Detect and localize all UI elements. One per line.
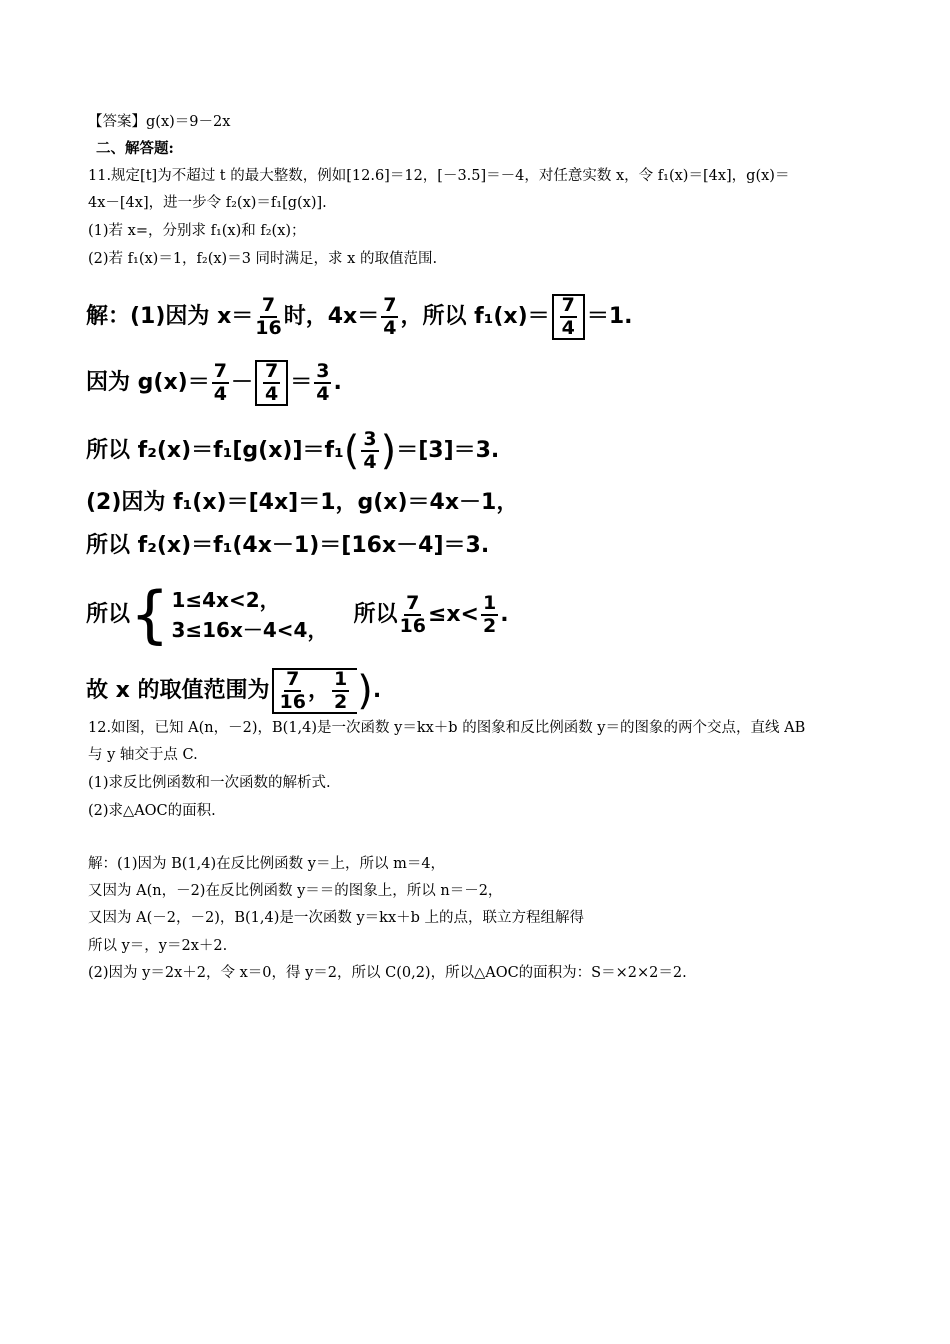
- interval-bracket: [272, 668, 356, 714]
- denominator: 2: [483, 615, 497, 637]
- numerator: 3: [316, 360, 330, 382]
- q12-part2: (2)求△AOC的面积.: [88, 803, 216, 819]
- sol12-line4: 所以 y＝，y＝2x＋2.: [88, 938, 228, 954]
- sol11-line2: [86, 360, 342, 406]
- sol11-l1-text-c: ，所以 f₁(x)＝: [400, 304, 550, 329]
- system-row-2: 3≤16x－4<4，: [171, 618, 328, 642]
- denominator: 16: [255, 317, 282, 339]
- sol11-line6: [86, 578, 509, 651]
- numerator: 7: [264, 360, 279, 382]
- sol11-l6-text-b: 所以: [353, 602, 398, 627]
- q11-part2: (2)若 f₁(x)＝1，f₂(x)＝3 同时满足，求 x 的取值范围.: [88, 251, 438, 267]
- denominator: 4: [363, 451, 377, 473]
- fraction: [332, 670, 349, 712]
- denominator: 2: [333, 691, 348, 713]
- fraction: [399, 594, 425, 636]
- q11-line1: 11.规定[t]为不超过 t 的最大整数，例如[12.6]＝12，[－3.5]＝－4，对任意实数 x，令 f₁(x)＝[4x]，g(x)＝: [88, 168, 790, 184]
- numerator: 7: [406, 592, 420, 614]
- fraction: [481, 594, 498, 636]
- sol11-l3-text-a: 所以 f₂(x)＝f₁[g(x)]＝f₁: [86, 438, 344, 463]
- section-heading: 二、解答题:: [96, 140, 174, 157]
- sol12-line3: 又因为 A(－2，－2)，B(1,4)是一次函数 y＝kx＋b 上的点，联立方程组解得: [88, 910, 585, 926]
- sol11-l6-text-a: 所以: [86, 602, 131, 627]
- sol11-line1: [86, 294, 633, 340]
- sol11-l3-text-b: ＝[3]＝3.: [396, 438, 500, 463]
- system-row-1: 1≤4x<2，: [171, 588, 280, 612]
- denominator: 4: [561, 317, 575, 339]
- answer-line: 【答案】g(x)＝9－2x: [88, 114, 231, 130]
- floor-bracket: [552, 294, 585, 340]
- denominator: 4: [316, 383, 330, 405]
- fraction: [361, 430, 378, 472]
- inequality-mid: ≤x<: [427, 602, 479, 627]
- q11-line2: 4x－[4x]，进一步令 f₂(x)＝f₁[g(x)].: [88, 195, 327, 211]
- left-brace: {: [130, 578, 170, 651]
- period: .: [372, 678, 382, 703]
- fraction: [255, 296, 281, 338]
- comma: ，: [307, 678, 330, 703]
- q12-line1: 12.如图，已知 A(n，－2)，B(1,4)是一次函数 y＝kx＋b 的图象和反比例函数 y＝的图象的两个交点，直线 AB: [88, 720, 806, 736]
- numerator: 7: [561, 294, 575, 316]
- fraction: [560, 296, 577, 338]
- fraction: [280, 670, 306, 712]
- fraction: [381, 296, 398, 338]
- sol11-line3: [86, 430, 499, 472]
- q11-part1: (1)若 x=，分别求 f₁(x)和 f₂(x)；: [88, 223, 306, 239]
- sol11-l1-text-a: 解：(1)因为 x＝: [86, 304, 254, 329]
- denominator: 4: [213, 383, 227, 405]
- sol12-line1: 解：(1)因为 B(1,4)在反比例函数 y＝上，所以 m＝4，: [88, 856, 446, 872]
- numerator: 1: [333, 668, 348, 690]
- q12-part1: (1)求反比例函数和一次函数的解析式.: [88, 775, 331, 791]
- q12-line2: 与 y 轴交于点 C.: [88, 747, 198, 763]
- sol11-l1-text-d: ＝1.: [586, 304, 633, 329]
- denominator: 4: [383, 317, 397, 339]
- fraction: [212, 362, 229, 404]
- sol11-l1-text-b: 时，4x＝: [283, 304, 380, 329]
- sol11-line4: (2)因为 f₁(x)＝[4x]＝1，g(x)＝4x－1，: [86, 490, 519, 515]
- equals-sign: ＝: [290, 370, 313, 395]
- minus-sign: －: [230, 370, 253, 395]
- denominator: 16: [399, 615, 426, 637]
- numerator: 7: [383, 294, 397, 316]
- numerator: 7: [213, 360, 227, 382]
- denominator: 4: [264, 383, 279, 405]
- sol12-line5: (2)因为 y＝2x＋2，令 x＝0，得 y＝2，所以 C(0,2)，所以△AOC的面积为：S＝×2×2＝2.: [88, 965, 687, 981]
- numerator: 1: [483, 592, 497, 614]
- numerator: 7: [261, 294, 276, 316]
- inequality-system: [130, 578, 328, 651]
- sol11-line7: [86, 668, 381, 714]
- sol12-line2: 又因为 A(n，－2)在反比例函数 y＝＝的图象上，所以 n＝－2，: [88, 883, 503, 899]
- fraction: [314, 362, 331, 404]
- system-rows: [171, 585, 327, 645]
- right-paren: ): [380, 428, 397, 474]
- numerator: 3: [363, 428, 377, 450]
- denominator: 16: [279, 691, 306, 713]
- sol11-l7-text-a: 故 x 的取值范围为: [86, 678, 270, 703]
- fraction: [263, 362, 280, 404]
- floor-bracket: [255, 360, 288, 406]
- left-paren: (: [343, 428, 360, 474]
- period: .: [500, 602, 509, 627]
- sol11-l2-text-a: 因为 g(x)＝: [86, 370, 210, 395]
- numerator: 7: [286, 668, 300, 690]
- right-paren: ): [357, 668, 373, 714]
- period: .: [333, 370, 342, 395]
- sol11-line5: 所以 f₂(x)＝f₁(4x－1)＝[16x－4]＝3.: [86, 533, 490, 558]
